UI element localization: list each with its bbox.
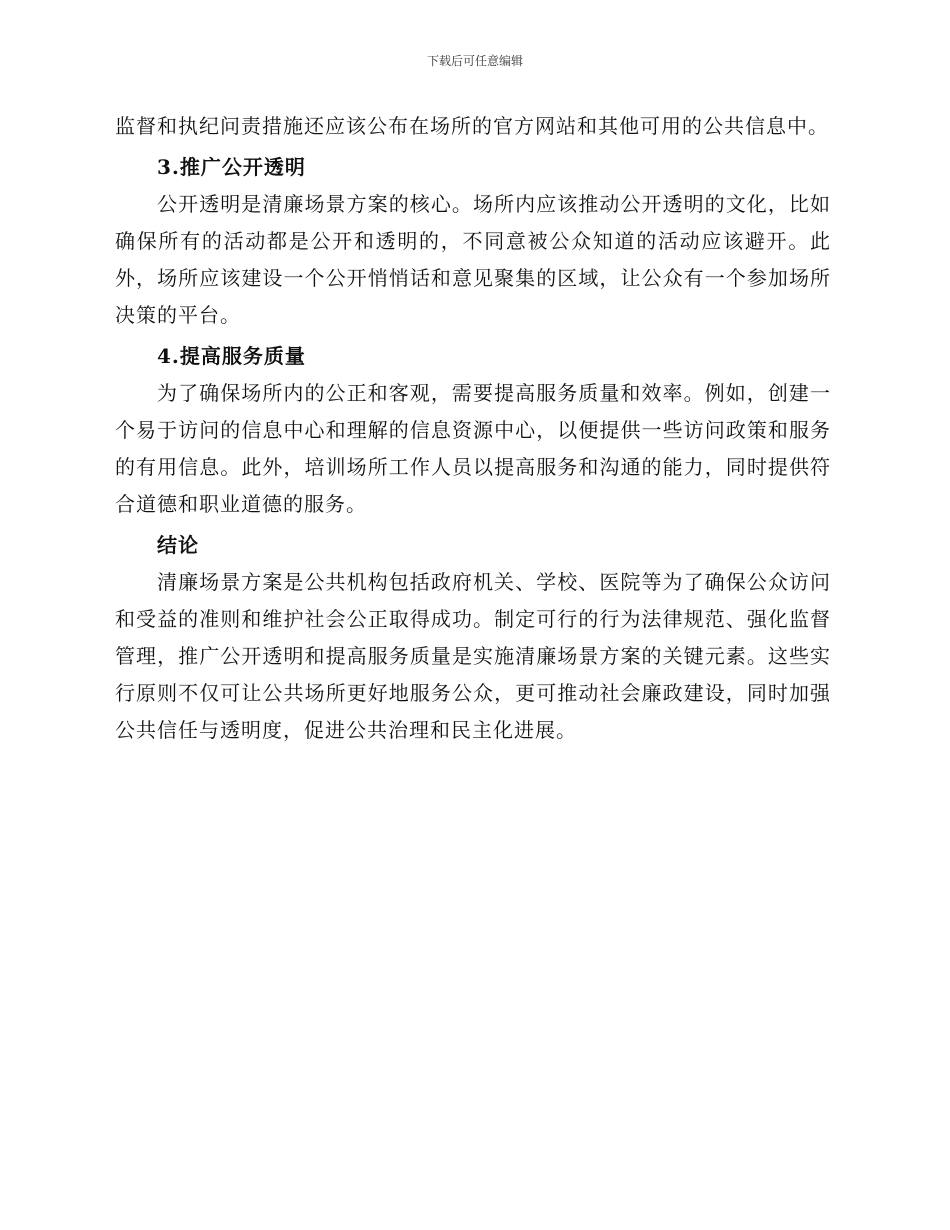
conclusion-paragraph: 清廉场景方案是公共机构包括政府机关、学校、医院等为了确保公众访问和受益的准则和维护社会公正取得成功。制定可行的行为法律规范、强化监督管理，推广公开透明和提高服务质量是实施清廉场景方案的关键元素。这些实行原则不仅可让公共场所更好地服务公众，更可推动社会廉政建设，同时加强公共信任与透明度，促进公共治理和民主化进展。: [115, 570, 831, 742]
section-4-heading: 4.提高服务质量: [157, 344, 306, 368]
intro-paragraph: 监督和执纪问责措施还应该公布在场所的官方网站和其他可用的公共信息中。: [115, 114, 829, 138]
document-body: [115, 108, 831, 749]
page-header-note: 下载后可任意编辑: [426, 54, 523, 68]
section-4-paragraph: 为了确保场所内的公正和客观，需要提高服务质量和效率。例如，创建一个易于访问的信息中心和理解的信息资源中心，以便提供一些访问政策和服务的有用信息。此外，培训场所工作人员以提高服务和沟通的能力，同时提供符合道德和职业道德的服务。: [115, 381, 831, 516]
conclusion-heading: 结论: [157, 533, 199, 557]
section-3-heading: 3.推广公开透明: [157, 155, 306, 179]
section-3-paragraph: 公开透明是清廉场景方案的核心。场所内应该推动公开透明的文化，比如确保所有的活动都是公开和透明的，不同意被公众知道的活动应该避开。此外，场所应该建设一个公开悄悄话和意见聚集的区域，让公众有一个参加场所决策的平台。: [115, 192, 831, 327]
